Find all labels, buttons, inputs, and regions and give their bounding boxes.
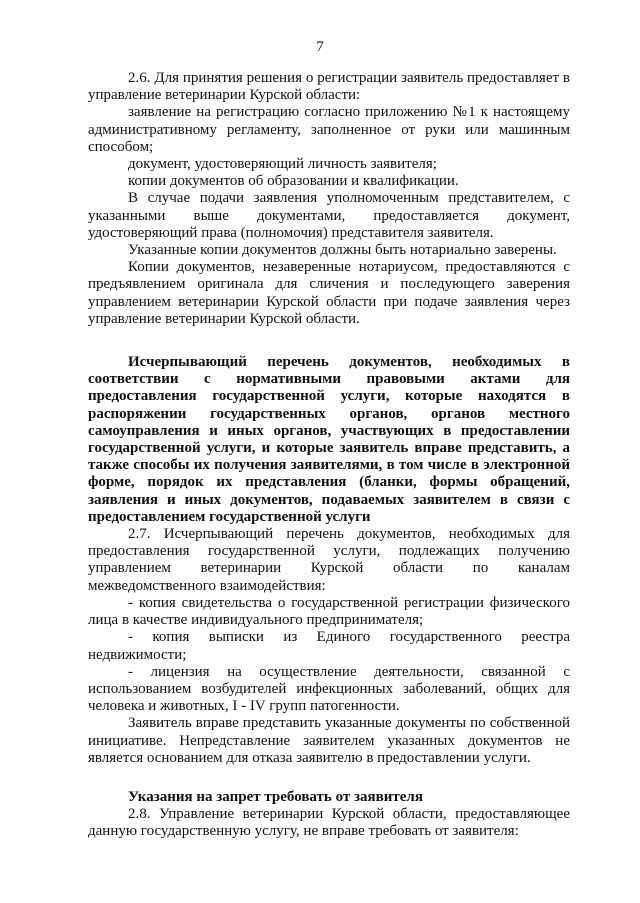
section-2-6-intro: 2.6. Для принятия решения о регистрации заявитель предоставляет в управление ветеринарии Курской области: <box>88 70 570 104</box>
item-certificate: - копия свидетельства о государственной регистрации физического лица в качестве индивидуального предпринимателя; <box>88 594 570 629</box>
page-number: 7 <box>316 39 324 55</box>
own-initiative-paragraph: Заявитель вправе представить указанные документы по собственной инициативе. Непредставление заявителем указанных документов не является основанием для отказа заявителю в предоставлении услуги. <box>88 715 570 766</box>
notarized-paragraph: Указанные копии документов должны быть нотариально заверены. <box>128 242 557 259</box>
unnotarized-paragraph: Копии документов, незаверенные нотариусом, предоставляются с предъявлением оригинала для сличения и последующего заверения управлением ветеринарии Курской области при подаче заявления через управление ветеринарии Курской области. <box>88 259 570 327</box>
section-2-8-intro: 2.8. Управление ветеринарии Курской области, предоставляющее данную государственную услугу, не вправе требовать от заявителя: <box>88 806 570 840</box>
item-application: заявление на регистрацию согласно приложению №1 к настоящему административному регламенту, заполненное от руки или машинным способом; <box>88 104 570 155</box>
section-2-7-intro: 2.7. Исчерпывающий перечень документов, необходимых для предоставления государственной услуги, подлежащих получению управлением ветеринарии Курской области по каналам межведомственного взаимодействия: <box>88 526 570 594</box>
document-body <box>88 70 570 841</box>
heading-exhaustive-list: Исчерпывающий перечень документов, необходимых в соответствии с нормативными правовыми актами для предоставления государственной услуги, которые находятся в распоряжении государственных органов, органов местного самоуправления и иных органов, участвующих в предоставлении государственной услуги, и которые заявитель вправе представить, а также способы их получения заявителями, в том числе в электронной форме, порядок их представления (бланки, формы обращений, заявления и иных документов, подаваемых заявителем в связи с предоставлением государственной услуги <box>88 354 570 525</box>
item-register: - копия выписки из Единого государственного реестра недвижимости; <box>88 629 570 663</box>
item-identity: документ, удостоверяющий личность заявителя; <box>128 156 437 173</box>
spacer <box>88 767 570 789</box>
item-education: копии документов об образовании и квалификации. <box>128 173 459 190</box>
spacer <box>88 328 570 354</box>
item-license: - лицензия на осуществление деятельности, связанной с использованием возбудителей инфекционных заболеваний, общих для человека и животных, I - IV групп патогенности. <box>88 663 570 715</box>
representative-paragraph: В случае подачи заявления уполномоченным представителем, с указанными выше документами, предоставляется документ, удостоверяющий права (полномочия) представителя заявителя. <box>88 190 570 241</box>
heading-prohibition: Указания на запрет требовать от заявителя <box>128 788 423 805</box>
